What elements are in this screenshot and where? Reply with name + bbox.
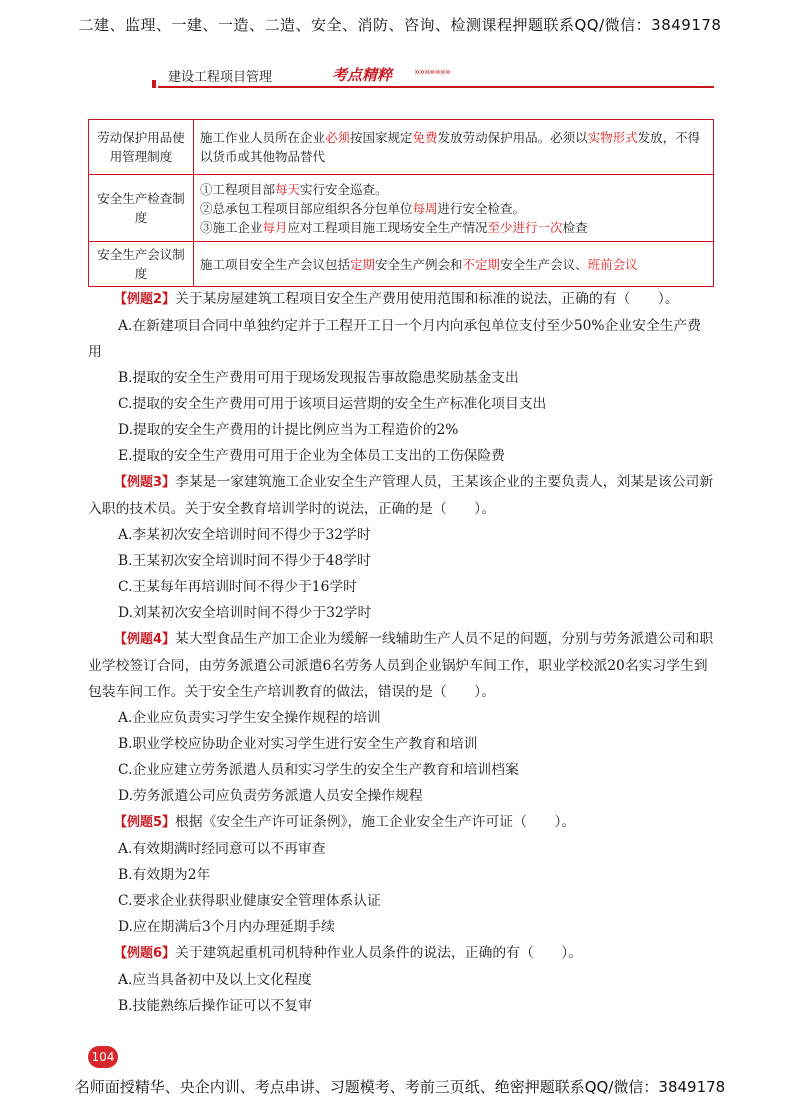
example-question: 【例题2】关于某房屋建筑工程项目安全生产费用使用范围和标准的说法，正确的有（ ）。 bbox=[114, 291, 679, 307]
example-option: D.提取的安全生产费用的计提比例应当为工程造价的2% bbox=[118, 422, 459, 438]
header-arrows-icon: »»»»»»» bbox=[414, 67, 450, 78]
table-row bbox=[89, 175, 714, 242]
example-option: A.在新建项目合同中单独约定并于工程开工日一个月内向承包单位支付至少50%企业安全生产费用 bbox=[88, 318, 702, 360]
page-number-badge: 104 bbox=[88, 1046, 118, 1068]
table-content-cell: 施工作业人员所在企业必须按国家规定免费发放劳动保护用品。必须以实物形式发放，不得以货币或其他物品替代 bbox=[194, 120, 714, 175]
table-line: ②总承包工程项目部应组织各分包单位每周进行安全检查。 bbox=[200, 200, 526, 216]
example-option: A.李某初次安全培训时间不得少于32学时 bbox=[118, 527, 371, 543]
example-option: C.王某每年再培训时间不得少于16学时 bbox=[118, 579, 357, 595]
examples-section bbox=[88, 286, 714, 1019]
table-line: ①工程项目部每天实行安全巡查。 bbox=[200, 181, 388, 197]
header-tick bbox=[152, 80, 156, 88]
example-option: A.有效期满时经同意可以不再审查 bbox=[118, 841, 326, 857]
header-divider bbox=[158, 86, 714, 88]
header-title: 建设工程项目管理 bbox=[168, 70, 273, 85]
example-option: A.企业应负责实习学生安全操作规程的培训 bbox=[118, 710, 381, 726]
example-option: D.劳务派遣公司应负责劳务派遣人员安全操作规程 bbox=[118, 788, 423, 804]
table-line: ③施工企业每月应对工程项目施工现场安全生产情况至少进行一次检查 bbox=[200, 219, 588, 235]
table-row bbox=[89, 242, 714, 287]
example-question: 【例题6】关于建筑起重机司机特种作业人员条件的说法，正确的有（ ）。 bbox=[114, 945, 583, 961]
bottom-banner: 名师面授精华、央企内训、考点串讲、习题模考、考前三页纸、绝密押题联系QQ/微信：3849178 bbox=[74, 1078, 726, 1096]
example-option: B.职业学校应协助企业对实习学生进行安全生产教育和培训 bbox=[118, 736, 478, 752]
example-option: E.提取的安全生产费用可用于企业为全体员工支出的工伤保险费 bbox=[118, 448, 505, 464]
example-option: B.王某初次安全培训时间不得少于48学时 bbox=[118, 553, 371, 569]
example-question: 【例题5】根据《安全生产许可证条例》，施工企业安全生产许可证（ ）。 bbox=[114, 814, 576, 830]
rules-table bbox=[88, 119, 714, 287]
example-option: B.有效期为2年 bbox=[118, 867, 211, 883]
page-header bbox=[88, 62, 714, 88]
example-option: C.要求企业获得职业健康安全管理体系认证 bbox=[118, 893, 381, 909]
header-tag: 考点精粹 bbox=[332, 66, 393, 84]
example-option: B.提取的安全生产费用可用于现场发现报告事故隐患奖励基金支出 bbox=[118, 370, 519, 386]
example-option: C.提取的安全生产费用可用于该项目运营期的安全生产标准化项目支出 bbox=[118, 396, 547, 412]
example-option: A.应当具备初中及以上文化程度 bbox=[118, 972, 312, 988]
table-category-cell: 安全生产会议制度 bbox=[89, 242, 194, 287]
example-option: C.企业应建立劳务派遣人员和实习学生的安全生产教育和培训档案 bbox=[118, 762, 519, 778]
table-row bbox=[89, 120, 714, 175]
example-option: D.应在期满后3个月内办理延期手续 bbox=[118, 919, 335, 935]
table-content-cell bbox=[194, 175, 714, 242]
table-content-cell: 施工项目安全生产会议包括定期安全生产例会和不定期安全生产会议、班前会议 bbox=[194, 242, 714, 287]
example-option: B.技能熟练后操作证可以不复审 bbox=[118, 998, 312, 1014]
example-question: 【例题3】李某是一家建筑施工企业安全生产管理人员，王某该企业的主要负责人，刘某是该公司新入职的技术员。关于安全教育培训学时的说法，正确的是（ ）。 bbox=[88, 474, 714, 517]
example-option: D.刘某初次安全培训时间不得少于32学时 bbox=[118, 605, 372, 621]
top-banner: 二建、监理、一建、一造、二造、安全、消防、咨询、检测课程押题联系QQ/微信：3849178 bbox=[78, 16, 722, 34]
example-question: 【例题4】某大型食品生产加工企业为缓解一线辅助生产人员不足的问题，分别与劳务派遣公司和职业学校签订合同，由劳务派遣公司派遣6名劳务人员到企业锅炉车间工作，职业学校派20名实习学生到包装车间工作。关于安全生产培训教育的做法，错误的是（ ）。 bbox=[88, 631, 714, 700]
table-category-cell: 劳动保护用品使用管理制度 bbox=[89, 120, 194, 175]
table-category-cell: 安全生产检查制度 bbox=[89, 175, 194, 242]
